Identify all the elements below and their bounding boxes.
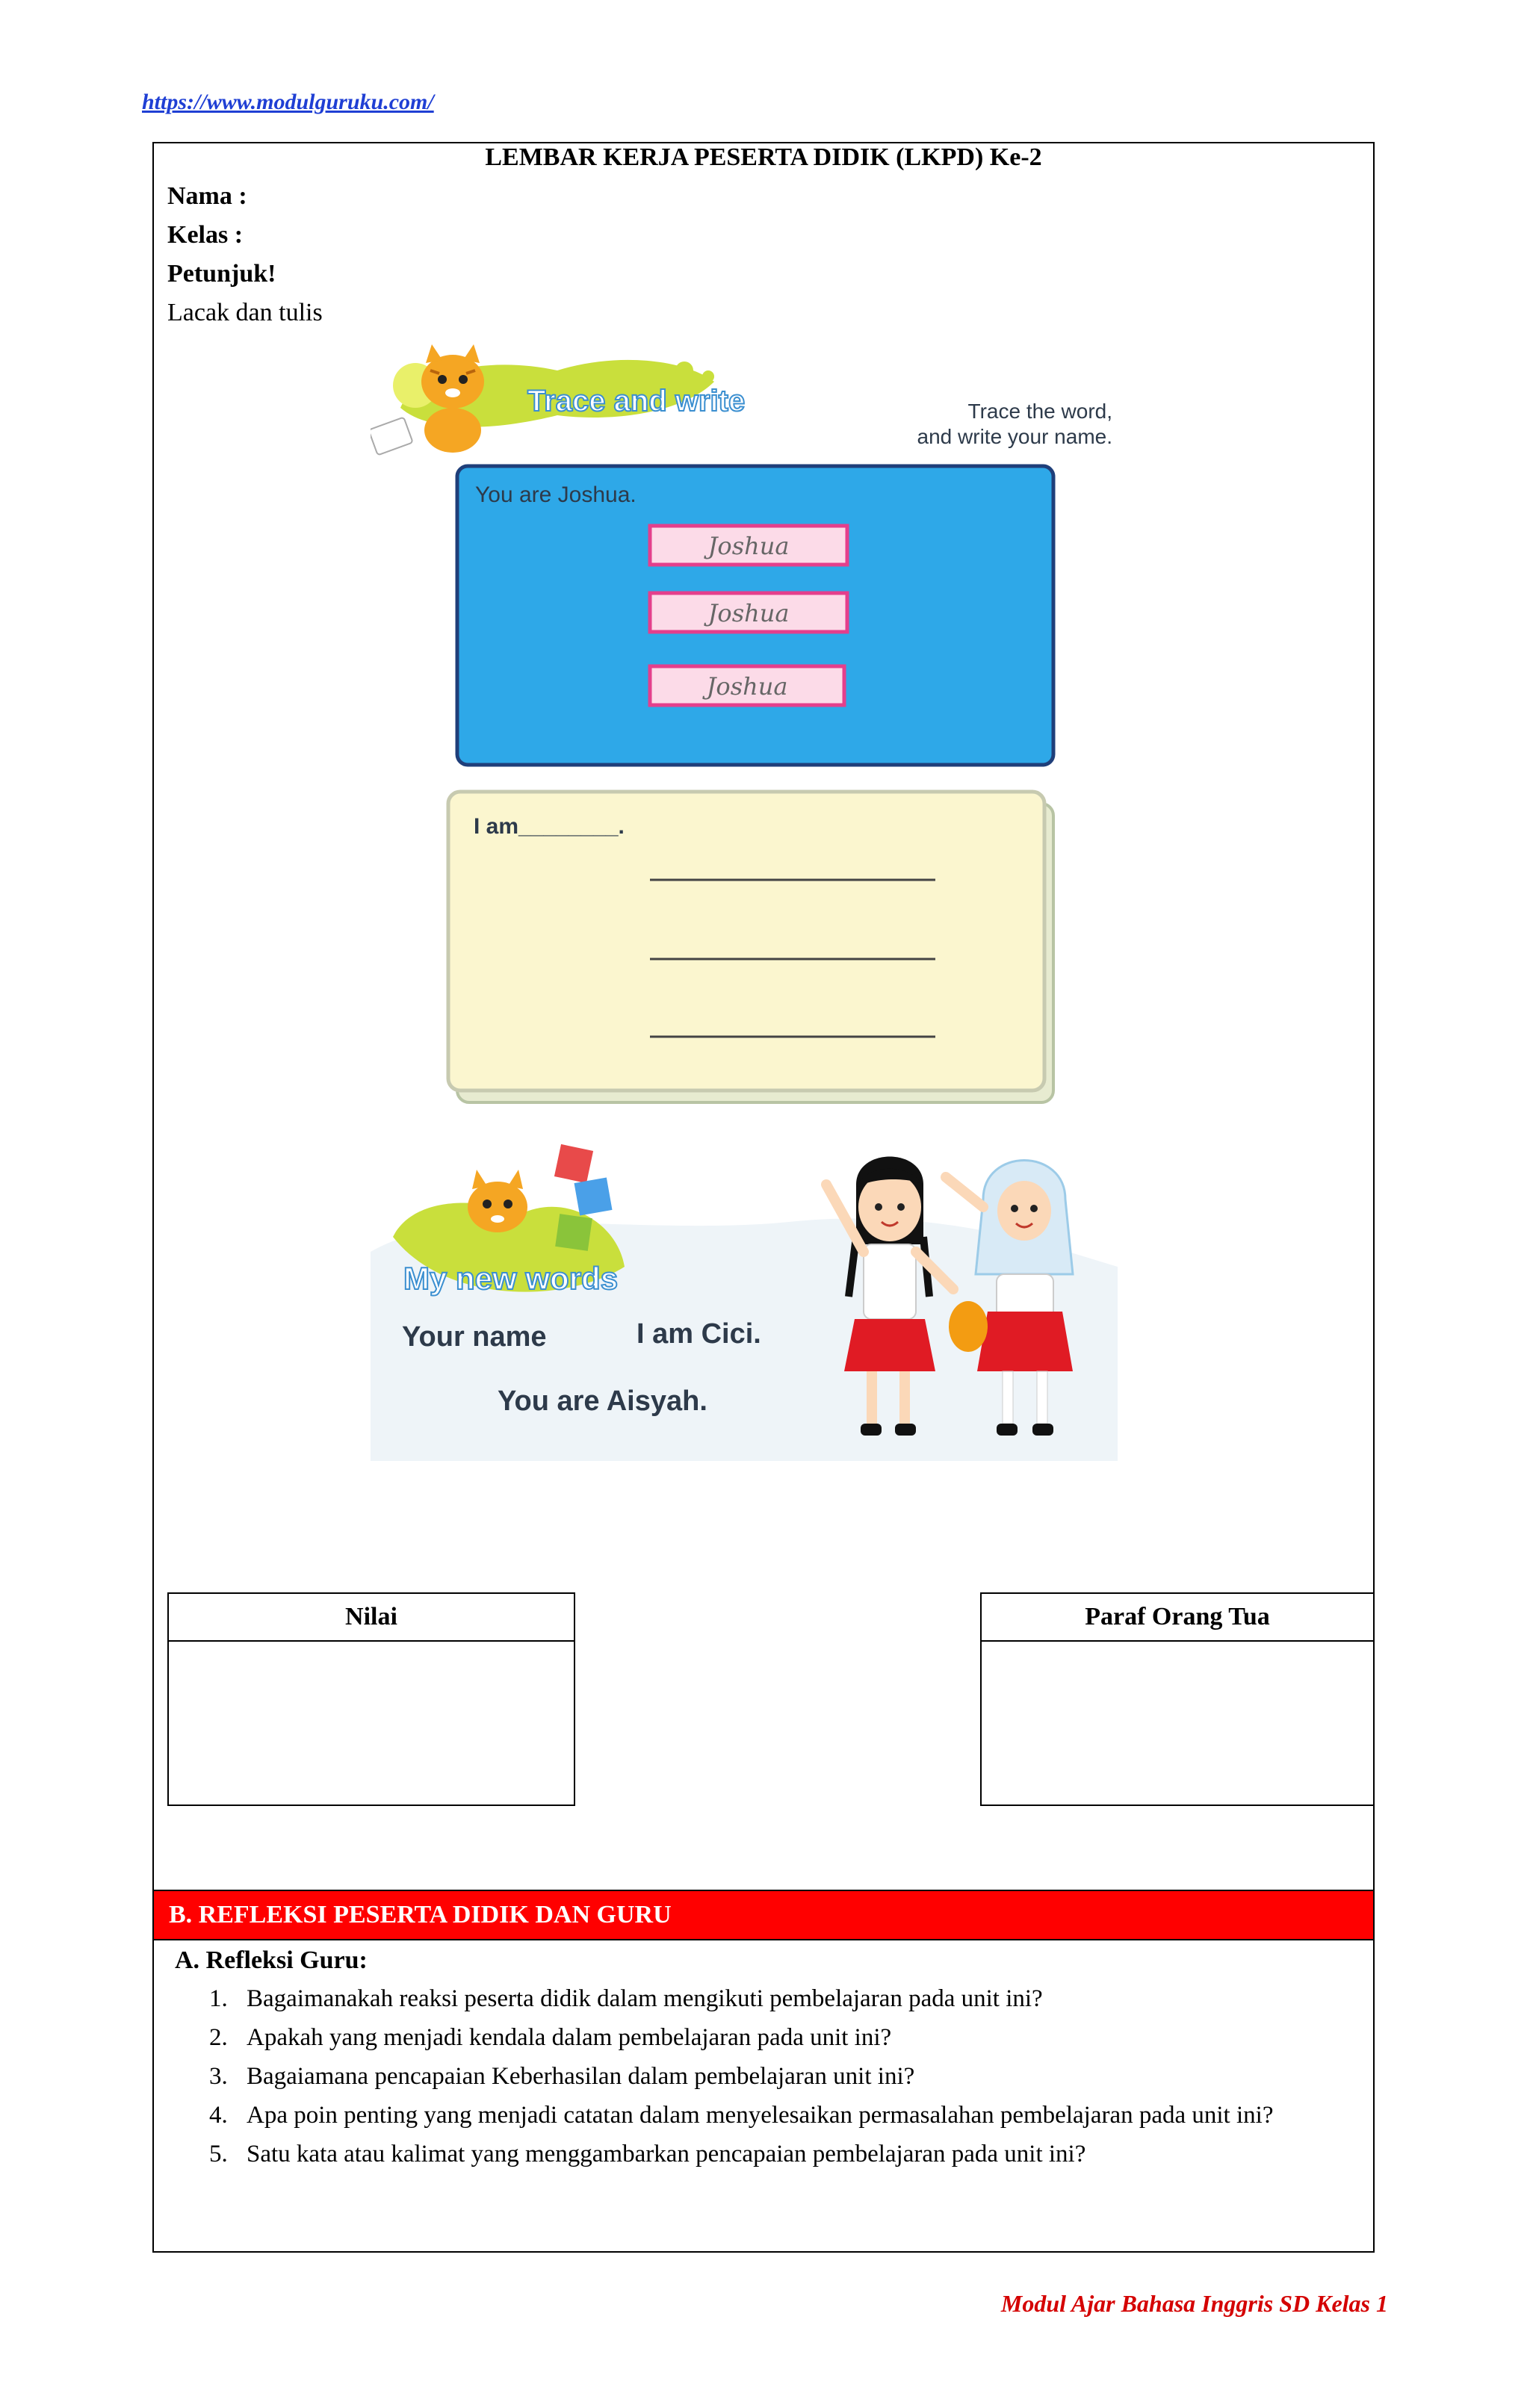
- instruction-text: Lacak dan tulis: [167, 299, 323, 326]
- list-item: 5. Satu kata atau kalimat yang menggambarkan pencapaian pembelajaran pada unit ini?: [209, 2141, 1086, 2167]
- vocab-word-3: You are Aisyah.: [498, 1385, 707, 1417]
- parent-signature-label: Paraf Orang Tua: [982, 1594, 1373, 1642]
- trace-word-box-1: [650, 526, 847, 565]
- reflection-question-list: [209, 1981, 1360, 2175]
- grade-box-label: Nilai: [169, 1594, 574, 1642]
- reflection-section-header: B. REFLEKSI PESERTA DIDIK DAN GURU: [152, 1890, 1375, 1940]
- source-url-link[interactable]: https://www.modulguruku.com/: [142, 90, 434, 114]
- name-label: Nama :: [167, 182, 247, 210]
- worksheet-title: LEMBAR KERJA PESERTA DIDIK (LKPD) Ke-2: [485, 143, 1042, 171]
- write-prompt: I am________.: [474, 814, 625, 839]
- list-item: 2. Apakah yang menjadi kendala dalam pembelajaran pada unit ini?: [209, 2024, 892, 2051]
- list-item: 1. Bagaimanakah reaksi peserta didik dalam mengikuti pembelajaran pada unit ini?: [209, 1985, 1043, 2012]
- trace-word-2: Joshua: [707, 599, 790, 627]
- trace-word-box-2: [650, 593, 847, 632]
- worksheet-illustration: [371, 341, 1162, 1468]
- footer-module-title: Modul Ajar Bahasa Inggris SD Kelas 1: [1000, 2290, 1388, 2317]
- instruction-label: Petunjuk!: [167, 260, 276, 288]
- parent-signature-box: [980, 1592, 1375, 1806]
- example-sentence: You are Joshua.: [475, 482, 637, 507]
- grade-box: [167, 1592, 575, 1806]
- trace-banner-title: Trace and write: [527, 385, 746, 418]
- trace-instruction-line1: Trace the word,: [967, 400, 1112, 423]
- teacher-reflection-heading: A. Refleksi Guru:: [175, 1946, 368, 1974]
- list-item: 4. Apa poin penting yang menjadi catatan dalam menyelesaikan permasalahan pembelajaran pada unit ini?: [209, 2102, 1274, 2129]
- trace-word-1: Joshua: [707, 532, 790, 560]
- trace-word-box-3: [650, 666, 844, 705]
- vocab-banner-title: My new words: [403, 1261, 619, 1296]
- vocab-word-1: Your name: [402, 1321, 547, 1353]
- list-item: 3. Bagaiamana pencapaian Keberhasilan dalam pembelajaran unit ini?: [209, 2063, 915, 2090]
- trace-word-3: Joshua: [706, 672, 788, 701]
- class-label: Kelas :: [167, 221, 244, 249]
- trace-instruction-line2: and write your name.: [917, 425, 1112, 448]
- vocab-word-2: I am Cici.: [637, 1318, 761, 1350]
